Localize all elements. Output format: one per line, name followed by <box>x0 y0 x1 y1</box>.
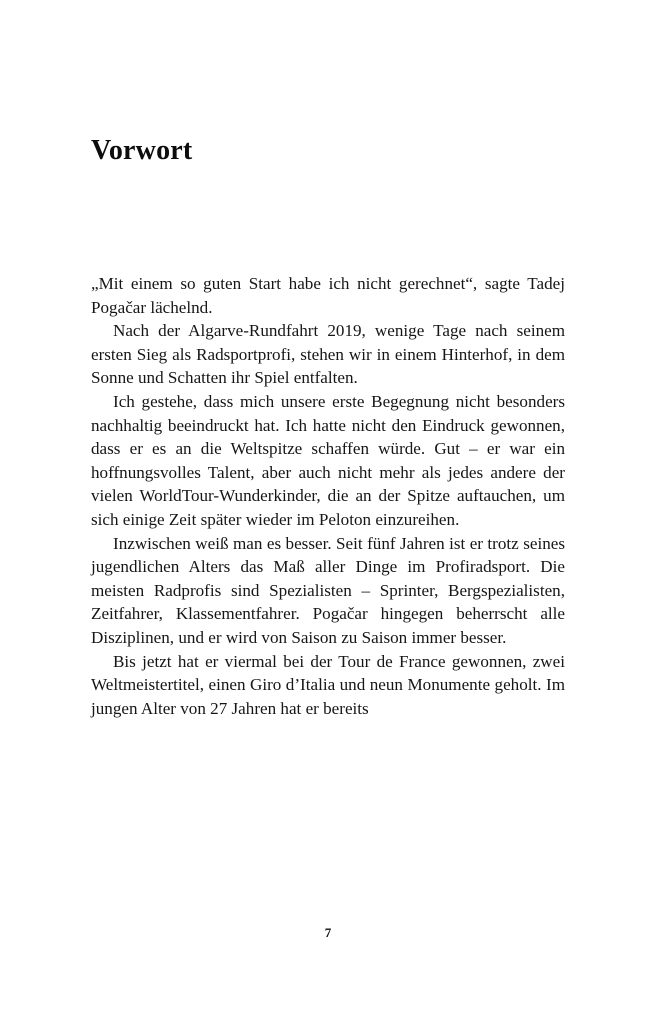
page-title: Vorwort <box>91 135 193 166</box>
page-number: 7 <box>324 925 332 940</box>
body-text <box>91 272 565 720</box>
paragraph: Ich gestehe, dass mich unsere erste Begegnung nicht besonders nachhaltig beeindruckt hat. Ich hatte nicht den Eindruck gewonnen, dass er es an die Weltspitze schaffen würde. Gut – er war ein hoffnungsvolles Talent, aber auch nicht mehr als jedes andere der vielen WorldTour-Wunderkinder, die an der Spitze auftauchen, um sich einige Zeit später wieder im Peloton einzureihen. <box>91 391 565 529</box>
paragraph: Bis jetzt hat er viermal bei der Tour de France gewonnen, zwei Weltmeistertitel, einen Giro d’Italia und neun Monumente geholt. Im jungen Alter von 27 Jahren hat er bereits <box>91 651 565 718</box>
paragraph: Inzwischen weiß man es besser. Seit fünf Jahren ist er trotz seines jugendlichen Alters das Maß aller Dinge im Profiradsport. Die meisten Radprofis sind Spezialisten – Sprinter, Bergspezialisten, Zeitfahrer, Klassementfahrer. Pogačar hingegen beherrscht alle Disziplinen, und er wird von Saison zu Saison immer besser. <box>91 533 565 647</box>
paragraph: Nach der Algarve-Rundfahrt 2019, wenige Tage nach seinem ersten Sieg als Radsportprofi, stehen wir in einem Hinterhof, in dem Sonne und Schatten ihr Spiel entfalten. <box>91 321 565 388</box>
paragraph: „Mit einem so guten Start habe ich nicht gerechnet“, sagte Tadej Pogačar lächelnd. <box>91 274 565 317</box>
